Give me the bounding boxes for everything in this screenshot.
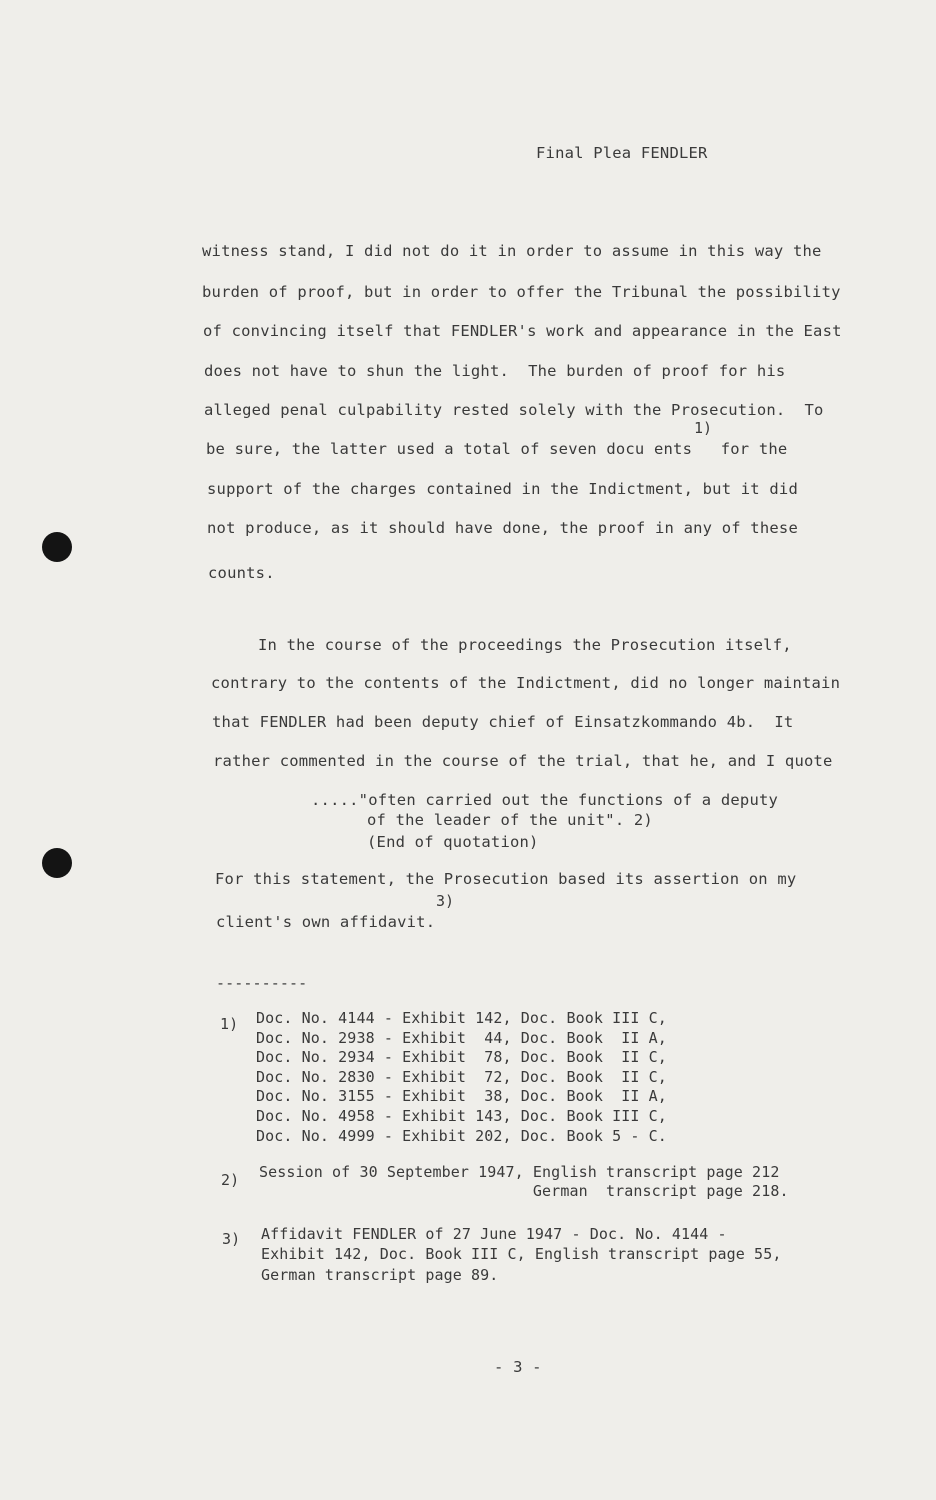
footnote-1-line: Doc. No. 4144 - Exhibit 142, Doc. Book III C, [256, 1009, 667, 1027]
footnote-3-line: Affidavit FENDLER of 27 June 1947 - Doc. No. 4144 - [261, 1225, 727, 1243]
footnote-1-number: 1) [220, 1015, 239, 1033]
quote-line: ....."often carried out the functions of a deputy [311, 791, 779, 809]
para2-line: that FENDLER had been deputy chief of Einsatzkommando 4b. It [212, 713, 794, 731]
footnote-1-line: Doc. No. 4958 - Exhibit 143, Doc. Book III C, [256, 1107, 667, 1125]
footnote-2-number: 2) [221, 1171, 240, 1189]
punch-hole-top [42, 532, 72, 562]
footnote-2-line: German transcript page 218. [259, 1182, 789, 1200]
para2-line: rather commented in the course of the trial, that he, and I quote [213, 752, 833, 770]
footnote-ref-1: 1) [694, 419, 713, 437]
para3-line: For this statement, the Prosecution based its assertion on my [215, 870, 797, 888]
para1-line: counts. [208, 564, 275, 582]
para3-line: client's own affidavit. [216, 913, 436, 931]
para1-line: be sure, the latter used a total of seven docu ents for the [206, 440, 788, 458]
page-number: - 3 - [494, 1358, 542, 1376]
footnote-2-line: Session of 30 September 1947, English transcript page 212 [259, 1163, 780, 1181]
punch-hole-bottom [42, 848, 72, 878]
footnote-1-line: Doc. No. 4999 - Exhibit 202, Doc. Book 5 - C. [256, 1127, 667, 1145]
para1-line: alleged penal culpability rested solely with the Prosecution. To [204, 401, 824, 419]
footnote-3-line: German transcript page 89. [261, 1266, 499, 1284]
para2-line: In the course of the proceedings the Prosecution itself, [258, 636, 792, 654]
footnote-ref-3: 3) [436, 892, 455, 910]
quote-line: (End of quotation) [367, 833, 539, 851]
para1-line: burden of proof, but in order to offer the Tribunal the possibility [202, 283, 841, 301]
para1-line: witness stand, I did not do it in order to assume in this way the [202, 242, 822, 260]
page-header-title: Final Plea FENDLER [536, 144, 708, 162]
para1-line: not produce, as it should have done, the proof in any of these [207, 519, 798, 537]
footnote-1-line: Doc. No. 2830 - Exhibit 72, Doc. Book II C, [256, 1068, 667, 1086]
footnote-3-number: 3) [222, 1230, 241, 1248]
footnote-1-line: Doc. No. 3155 - Exhibit 38, Doc. Book II A, [256, 1087, 667, 1105]
footnote-1-line: Doc. No. 2938 - Exhibit 44, Doc. Book II A, [256, 1029, 667, 1047]
para1-line: does not have to shun the light. The burden of proof for his [204, 362, 786, 380]
para1-line: of convincing itself that FENDLER's work and appearance in the East [203, 322, 842, 340]
footnote-3-line: Exhibit 142, Doc. Book III C, English transcript page 55, [261, 1245, 782, 1263]
footnote-separator: ---------- [216, 974, 308, 992]
para2-line: contrary to the contents of the Indictment, did no longer maintain [211, 674, 841, 692]
footnote-1-line: Doc. No. 2934 - Exhibit 78, Doc. Book II C, [256, 1048, 667, 1066]
para1-line: support of the charges contained in the Indictment, but it did [207, 480, 798, 498]
quote-line: of the leader of the unit". 2) [367, 811, 653, 829]
